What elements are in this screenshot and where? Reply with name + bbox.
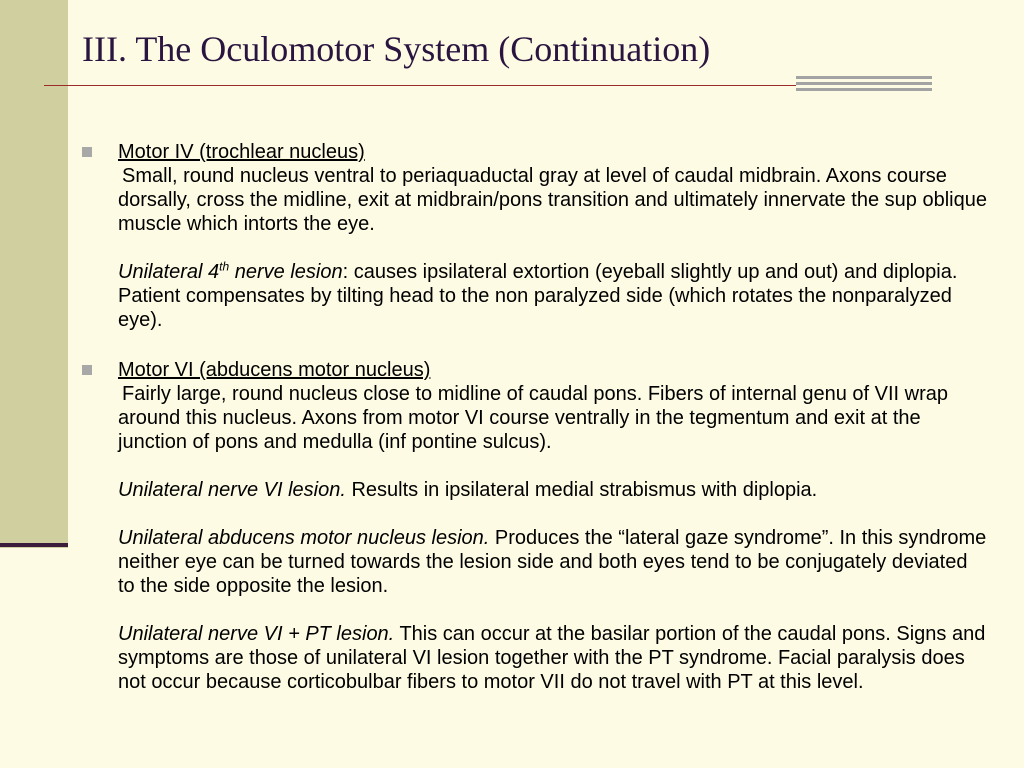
lesion-text: Produces the “lateral gaze syndrome”. In this syndrome neither eye can be turned towards the lesion side and both eyes tend to be conjugately deviated to the side opposite the lesion. [118,527,987,597]
motor-iv-heading: Motor IV (trochlear nucleus) [118,141,365,163]
motor-iv-description: Small, round nucleus ventral to periaquaductal gray at level of caudal midbrain. Axons course dorsally, cross the midline, exit at midbrain/pons transition and ultimately innervate the sup oblique muscle which intorts the eye. [118,165,987,235]
lesion-text: This can occur at the basilar portion of the caudal pons. Signs and symptoms are those of unilateral VI lesion together with the PT syndrome. Facial paralysis does not occur because corticobulbar fibers to motor VII do not travel with PT at this level. [118,623,986,693]
slide-content [82,140,987,694]
lesion-label: Unilateral 4th nerve lesion [118,259,343,283]
bullet-square-icon [82,147,92,157]
slide-title: III. The Oculomotor System (Continuation) [82,29,711,69]
motor-vi-heading: Motor VI (abducens motor nucleus) [118,359,431,381]
lesion-text: Results in ipsilateral medial strabismus with diplopia. [345,479,818,501]
lesion-label: Unilateral nerve VI lesion. [118,479,346,501]
decorative-bar [796,88,932,91]
decorative-bar [796,82,932,85]
motor-iv-lesion [82,260,987,332]
nerve-vi-lesion [82,478,987,502]
bullet-square-icon [82,365,92,375]
side-panel [0,0,68,548]
lesion-label: Unilateral abducens motor nucleus lesion. [118,527,490,549]
decorative-bar [796,76,932,79]
nerve-vi-pt-lesion [82,622,987,694]
bullet-motor-vi [82,358,987,382]
title-rule [44,85,796,86]
motor-vi-description: Fairly large, round nucleus close to midline of caudal pons. Fibers of internal genu of VII wrap around this nucleus. Axons from motor VI course ventrally in the tegmentum and exit at the junction of pons and medulla (inf pontine sulcus). [118,383,948,453]
side-divider [0,543,68,547]
abducens-nucleus-lesion [82,526,987,598]
lesion-label: Unilateral nerve VI + PT lesion. [118,623,395,645]
bullet-motor-iv [82,140,987,164]
lesion-text: : causes ipsilateral extortion (eyeball slightly up and out) and diplopia. Patient compensates by tilting head to the non paralyzed side (which rotates the nonparalyzed eye). [118,261,958,331]
